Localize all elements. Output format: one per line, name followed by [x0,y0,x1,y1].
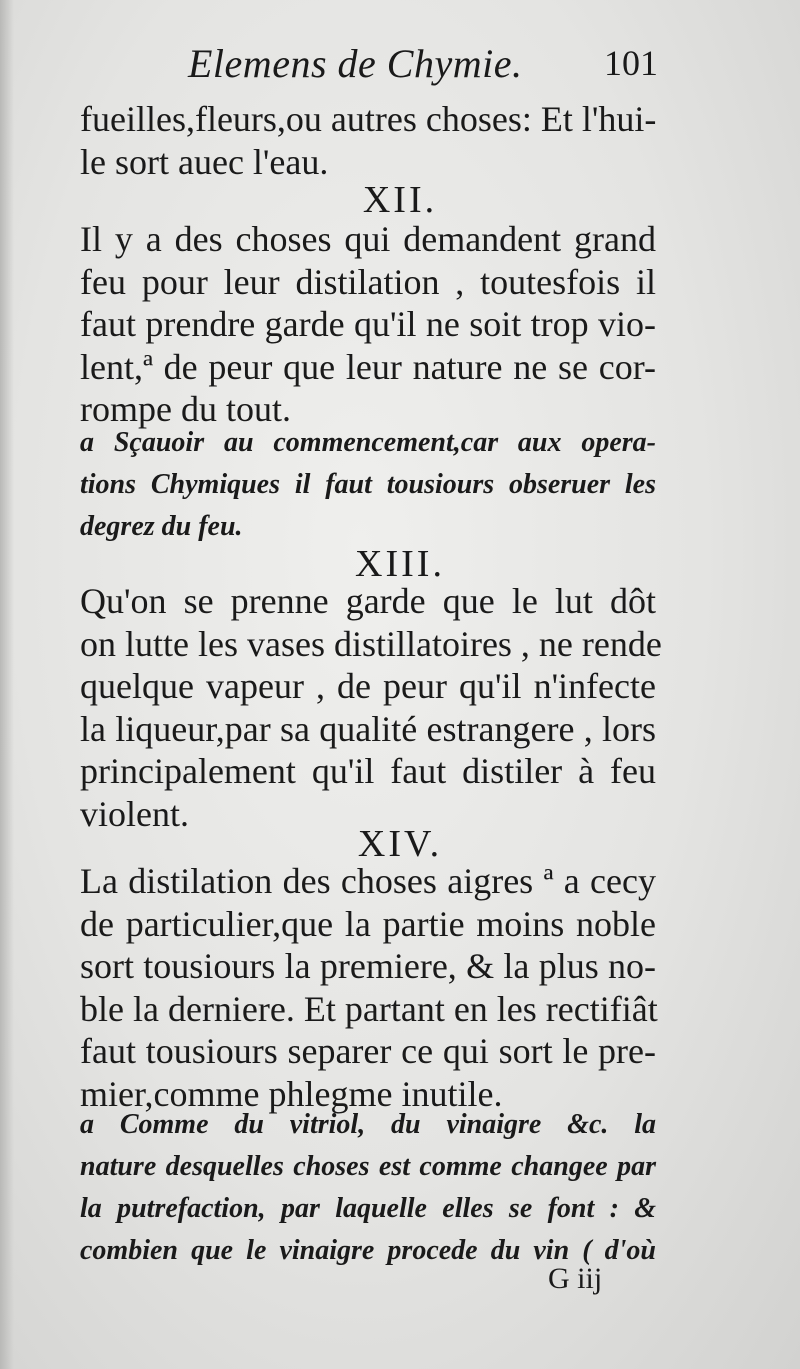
note-line: a Comme du vitriol, du vinaigre &c. la [80,1109,656,1140]
text-line: on lutte les vases distillatoires , ne rende [80,623,662,664]
text-line: La distilation des choses aigres ª a cecy [80,861,656,901]
note-line: a Sçauoir au commencement,car aux opera- [80,427,656,458]
page-number: 101 [604,43,658,83]
text-line: Qu'on se prenne garde que le lut dôt [80,581,656,621]
text-line: principalement qu'il faut distiler à feu [80,751,656,791]
text-line: le sort auec l'eau. [80,141,329,182]
section-xiv-text [80,860,656,1115]
text-line: sort tousiours la premiere, & la plus no- [80,946,656,986]
text-line: feu pour leur distilation , toutesfois il [80,261,656,302]
note-line: combien que le vinaigre procede du vin ( d'où [80,1235,656,1266]
text-line: rompe du tout. [80,389,291,429]
note-line: la putrefaction, par laquelle elles se font : & [80,1193,656,1224]
text-line: lent,ª de peur que leur nature ne se cor- [80,346,656,387]
text-line: de particulier,que la partie moins noble [80,903,656,944]
section-heading-xiii: XIII. [355,543,445,585]
text-line: mier,comme phlegme inutile. [80,1073,503,1114]
text-line: faut tousiours separer ce qui sort le pre- [80,1031,656,1071]
section-xiv-note [80,1104,656,1272]
text-line: violent. [80,793,189,834]
text-line: quelque vapeur , de peur qu'il n'infecte [80,666,656,706]
section-xii-text [80,218,656,431]
running-title: Elemens de Chymie. [188,41,523,86]
text-line: fueilles,fleurs,ou autres choses: Et l'hui- [80,99,657,139]
note-line: degrez du feu. [80,511,243,542]
text-line: Il y a des choses qui demandent grand [80,219,656,259]
note-line: nature desquelles choses est comme changee par [80,1151,656,1182]
section-heading-xiv: XIV. [357,823,443,865]
section-xii-note [80,422,656,548]
paragraph-continued [80,98,656,183]
section-heading-xii: XII. [362,179,438,221]
text-line: ble la derniere. Et partant en les rectifiât [80,988,658,1029]
signature-mark: G iij [548,1262,603,1295]
note-line: tions Chymiques il faut tousiours obseruer les [80,469,656,500]
text-line: la liqueur,par sa qualité estrangere , lors [80,708,656,749]
running-head [188,40,658,96]
section-xiii-text [80,580,662,835]
text-line: faut prendre garde qu'il ne soit trop vio- [80,304,656,344]
